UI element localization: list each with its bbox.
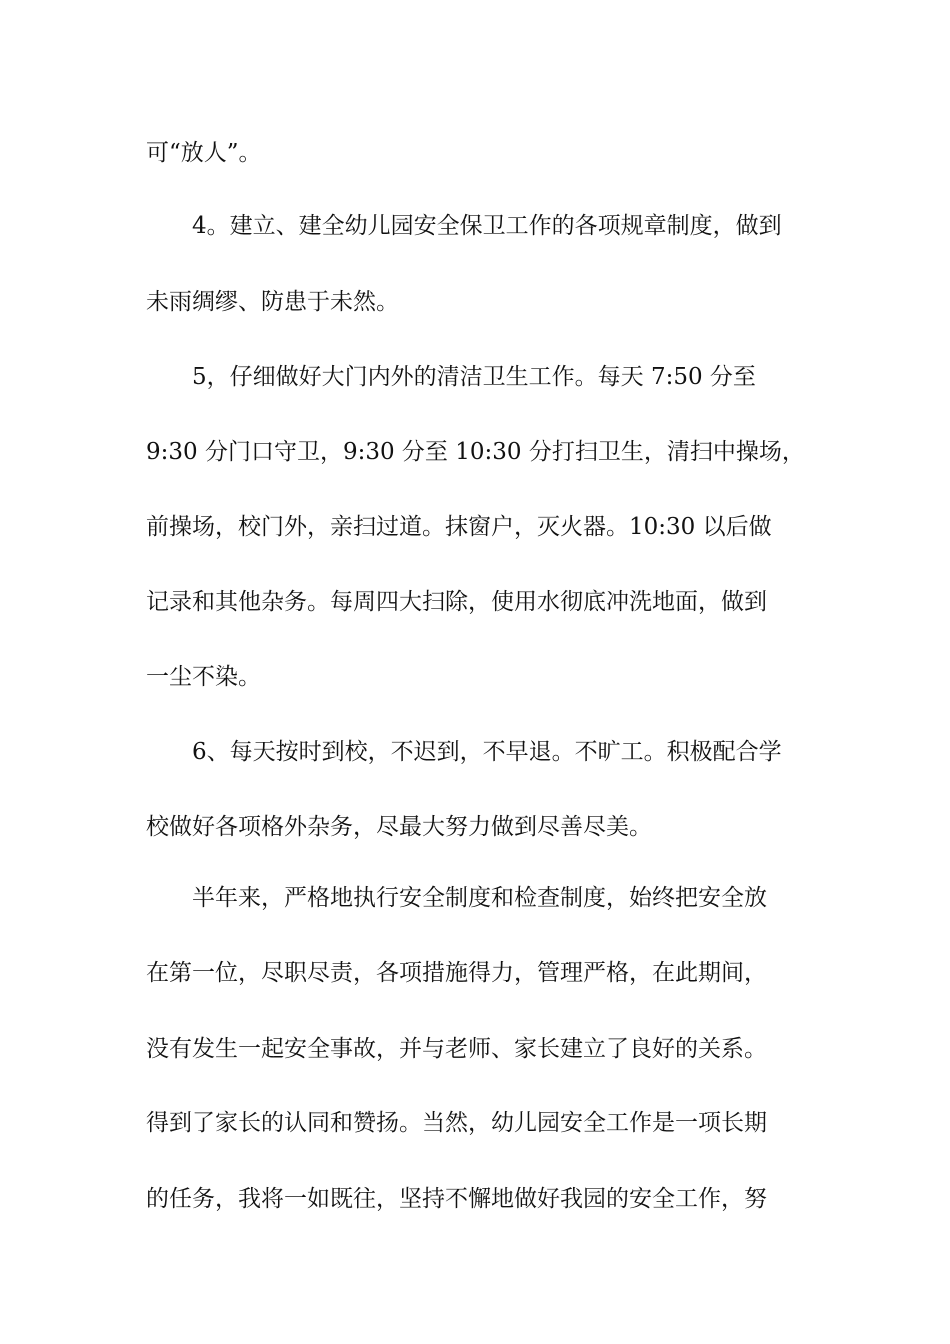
text-line: 4。建立、建全幼儿园安全保卫工作的各项规章制度，做到 — [192, 213, 782, 239]
text-line: 5，仔细做好大门内外的清洁卫生工作。每天 7:50 分至 — [192, 364, 756, 390]
text-line: 没有发生一起安全事故，并与老师、家长建立了良好的关系。 — [146, 1036, 767, 1062]
text-line: 记录和其他杂务。每周四大扫除，使用水彻底冲洗地面，做到 — [146, 589, 767, 615]
text-line: 在第一位，尽职尽责，各项措施得力，管理严格，在此期间， — [146, 960, 767, 986]
text-line: 得到了家长的认同和赞扬。当然，幼儿园安全工作是一项长期 — [146, 1110, 767, 1136]
text-line: 未雨绸缪、防患于未然。 — [146, 289, 399, 315]
text-line: 9:30 分门口守卫，9:30 分至 10:30 分打扫卫生，清扫中操场， — [146, 439, 805, 465]
text-line: 半年来，严格地执行安全制度和检查制度，始终把安全放 — [192, 885, 767, 911]
text-line: 前操场，校门外，亲扫过道。抹窗户，灭火器。10:30 以后做 — [146, 514, 772, 540]
text-line: 6、每天按时到校，不迟到，不早退。不旷工。积极配合学 — [192, 739, 782, 765]
text-line: 可“放人”。 — [146, 140, 262, 166]
text-line: 的任务，我将一如既往，坚持不懈地做好我园的安全工作，努 — [146, 1186, 767, 1212]
text-line: 校做好各项格外杂务，尽最大努力做到尽善尽美。 — [146, 814, 652, 840]
text-line: 一尘不染。 — [146, 664, 261, 690]
